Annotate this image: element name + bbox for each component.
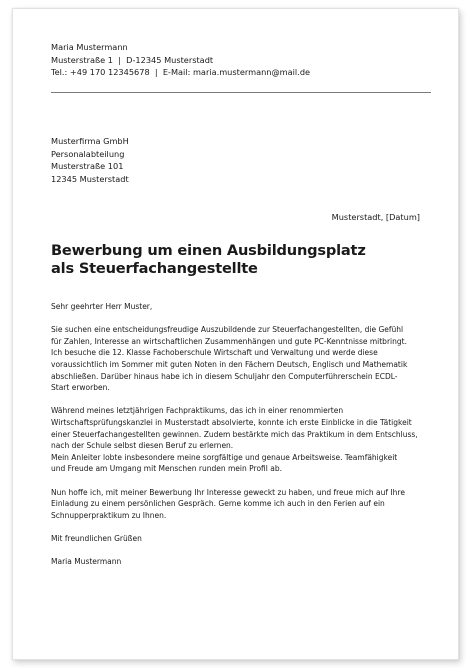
- paragraph-line: Ich besuche die 12. Klasse Fachoberschule Wirtschaft und Verwaltung und werde diese: [51, 348, 378, 358]
- paragraph-3: [51, 487, 435, 522]
- closing: Mit freundlichen Grüßen: [51, 533, 142, 543]
- letter-body: [51, 301, 435, 568]
- subject-line-2: als Steuerfachangestellte: [51, 260, 258, 277]
- recipient-department: Personalabteilung: [51, 148, 125, 159]
- recipient-block: [51, 135, 129, 185]
- sender-block: [51, 41, 310, 79]
- paragraph-line: Mein Anleiter lobte insbesondere meine sorgfältige und genaue Arbeitsweise. Teamfähigkeit: [51, 452, 398, 462]
- paragraph-line: Wirtschaftsprüfungskanzlei in Musterstadt absolvierte, konnte ich erste Einblicke in die Tätigkeit: [51, 417, 412, 427]
- paragraph-2: [51, 405, 435, 475]
- recipient-company: Musterfirma GmbH: [51, 136, 129, 146]
- letter-page: [12, 8, 459, 660]
- paragraph-1: [51, 324, 435, 394]
- signature-name: Maria Mustermann: [51, 557, 122, 567]
- paragraph-line: nach der Schule selbst diesen Beruf zu erlernen.: [51, 441, 234, 451]
- paragraph-line: abschließen. Darüber hinaus habe ich in diesem Schuljahr den Computerführerschein ECDL-: [51, 371, 398, 381]
- paragraph-line: Schnupperpraktikum zu Ihnen.: [51, 510, 167, 520]
- paragraph-line: Nun hoffe ich, mit meiner Bewerbung Ihr Interesse geweckt zu haben, und freue mich auf Ihre: [51, 487, 405, 497]
- header-divider: [51, 92, 431, 93]
- sender-name: Maria Mustermann: [51, 42, 128, 52]
- salutation: Sehr geehrter Herr Muster,: [51, 302, 153, 311]
- paragraph-line: Sie suchen eine entscheidungsfreudige Auszubildende zur Steuerfachangestellten, die Gefühl: [51, 325, 404, 335]
- paragraph-line: Während meines letztjährigen Fachpraktikums, das ich in einer renommierten: [51, 406, 344, 416]
- paragraph-line: und Freude am Umgang mit Menschen runden mein Profil ab.: [51, 464, 282, 474]
- subject-heading: [51, 242, 366, 278]
- place-date: Musterstadt, [Datum]: [331, 212, 420, 222]
- sender-address: Musterstraße 1 | D-12345 Musterstadt: [51, 54, 214, 65]
- paragraph-line: einer Steuerfachangestellten gewinnen. Zudem bestärkte mich das Praktikum in dem Entschluss,: [51, 429, 418, 439]
- paragraph-line: für Zahlen, Interesse an wirtschaftlichen Zusammenhängen und gute PC-Kenntnisse mitbringt.: [51, 336, 407, 346]
- subject-line-1: Bewerbung um einen Ausbildungsplatz: [51, 242, 366, 259]
- paragraph-line: Start erworben.: [51, 383, 110, 393]
- paragraph-line: voraussichtlich im Sommer mit guten Noten in den Fächern Deutsch, Englisch und Mathematik: [51, 359, 408, 369]
- recipient-city: 12345 Musterstadt: [51, 173, 129, 184]
- paragraph-line: Einladung zu einem persönlichen Gespräch. Gerne komme ich auch in den Ferien auf ein: [51, 499, 385, 509]
- recipient-street: Musterstraße 101: [51, 161, 124, 171]
- sender-contact: Tel.: +49 170 12345678 | E-Mail: maria.mustermann@mail.de: [51, 67, 311, 77]
